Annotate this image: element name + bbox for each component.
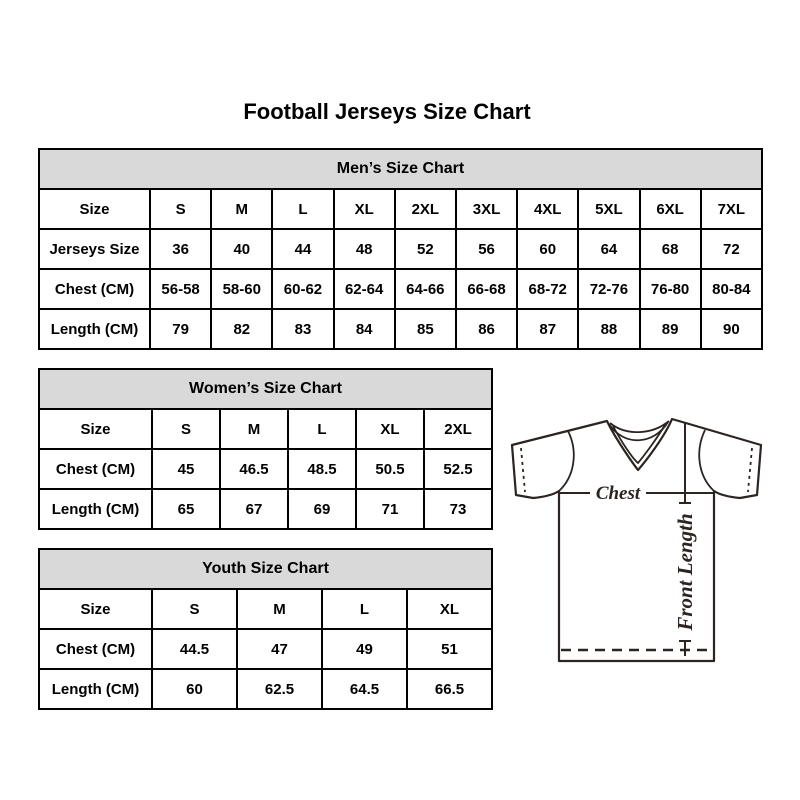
value-cell: 6XL (640, 189, 701, 229)
page-title: Football Jerseys Size Chart (243, 99, 531, 124)
value-cell: S (152, 409, 220, 449)
table-title: Youth Size Chart (39, 549, 492, 589)
value-cell: 83 (272, 309, 333, 349)
value-cell: L (322, 589, 407, 629)
value-cell: 44.5 (152, 629, 237, 669)
value-cell: XL (356, 409, 424, 449)
value-cell: 71 (356, 489, 424, 529)
row-label-cell: Length (CM) (39, 669, 152, 709)
table-title-row (39, 369, 492, 409)
table-title-row (39, 549, 492, 589)
value-cell: 51 (407, 629, 492, 669)
value-cell: 88 (578, 309, 639, 349)
value-cell: XL (407, 589, 492, 629)
table-title-row (39, 149, 762, 189)
value-cell: 86 (456, 309, 517, 349)
value-cell: 60 (152, 669, 237, 709)
table-row (39, 309, 762, 349)
row-label-cell: Size (39, 189, 150, 229)
value-cell: 46.5 (220, 449, 288, 489)
value-cell: 68-72 (517, 269, 578, 309)
value-cell: 7XL (701, 189, 762, 229)
front-length-label: Front Length (673, 513, 697, 631)
value-cell: 56-58 (150, 269, 211, 309)
value-cell: 52.5 (424, 449, 492, 489)
jersey-measurement-diagram (504, 399, 766, 671)
value-cell: M (237, 589, 322, 629)
value-cell: 67 (220, 489, 288, 529)
value-cell: 79 (150, 309, 211, 349)
table-row (39, 589, 492, 629)
value-cell: 82 (211, 309, 272, 349)
value-cell: 5XL (578, 189, 639, 229)
table-row (39, 269, 762, 309)
youth-size-chart-table (38, 548, 493, 710)
table-row (39, 229, 762, 269)
value-cell: 60 (517, 229, 578, 269)
right-armhole-seam (699, 430, 714, 491)
value-cell: M (211, 189, 272, 229)
value-cell: 65 (152, 489, 220, 529)
left-armhole-seam (559, 431, 574, 491)
value-cell: 84 (334, 309, 395, 349)
value-cell: 50.5 (356, 449, 424, 489)
table-row (39, 189, 762, 229)
value-cell: 3XL (456, 189, 517, 229)
chest-label: Chest (595, 483, 641, 504)
value-cell: 48 (334, 229, 395, 269)
row-label-cell: Chest (CM) (39, 269, 150, 309)
value-cell: 69 (288, 489, 356, 529)
row-label-cell: Size (39, 409, 152, 449)
value-cell: 72-76 (578, 269, 639, 309)
mens-size-chart-table (38, 148, 763, 350)
value-cell: 89 (640, 309, 701, 349)
value-cell: 62.5 (237, 669, 322, 709)
value-cell: S (150, 189, 211, 229)
value-cell: 49 (322, 629, 407, 669)
table-row (39, 629, 492, 669)
value-cell: 66.5 (407, 669, 492, 709)
left-cuff-stitch-line (521, 448, 525, 492)
value-cell: 64.5 (322, 669, 407, 709)
table-row (39, 489, 492, 529)
womens-size-chart-table (38, 368, 493, 530)
value-cell: S (152, 589, 237, 629)
value-cell: 56 (456, 229, 517, 269)
value-cell: 45 (152, 449, 220, 489)
value-cell: 64-66 (395, 269, 456, 309)
row-label-cell: Chest (CM) (39, 449, 152, 489)
value-cell: 60-62 (272, 269, 333, 309)
value-cell: 47 (237, 629, 322, 669)
table-row (39, 449, 492, 489)
value-cell: 2XL (424, 409, 492, 449)
value-cell: 76-80 (640, 269, 701, 309)
value-cell: 44 (272, 229, 333, 269)
value-cell: 66-68 (456, 269, 517, 309)
value-cell: 85 (395, 309, 456, 349)
value-cell: 72 (701, 229, 762, 269)
table-row (39, 669, 492, 709)
collar-trim-line (609, 422, 668, 440)
value-cell: 68 (640, 229, 701, 269)
table-title: Women’s Size Chart (39, 369, 492, 409)
table-row (39, 409, 492, 449)
table-title: Men’s Size Chart (39, 149, 762, 189)
value-cell: 4XL (517, 189, 578, 229)
value-cell: 48.5 (288, 449, 356, 489)
value-cell: 64 (578, 229, 639, 269)
value-cell: 73 (424, 489, 492, 529)
value-cell: 40 (211, 229, 272, 269)
value-cell: XL (334, 189, 395, 229)
value-cell: 62-64 (334, 269, 395, 309)
value-cell: 87 (517, 309, 578, 349)
right-cuff-stitch-line (748, 448, 752, 492)
value-cell: 80-84 (701, 269, 762, 309)
value-cell: 2XL (395, 189, 456, 229)
value-cell: L (288, 409, 356, 449)
row-label-cell: Length (CM) (39, 489, 152, 529)
jersey-outline (512, 419, 761, 661)
value-cell: 90 (701, 309, 762, 349)
row-label-cell: Jerseys Size (39, 229, 150, 269)
value-cell: 52 (395, 229, 456, 269)
value-cell: 36 (150, 229, 211, 269)
value-cell: M (220, 409, 288, 449)
row-label-cell: Size (39, 589, 152, 629)
value-cell: L (272, 189, 333, 229)
value-cell: 58-60 (211, 269, 272, 309)
row-label-cell: Length (CM) (39, 309, 150, 349)
row-label-cell: Chest (CM) (39, 629, 152, 669)
